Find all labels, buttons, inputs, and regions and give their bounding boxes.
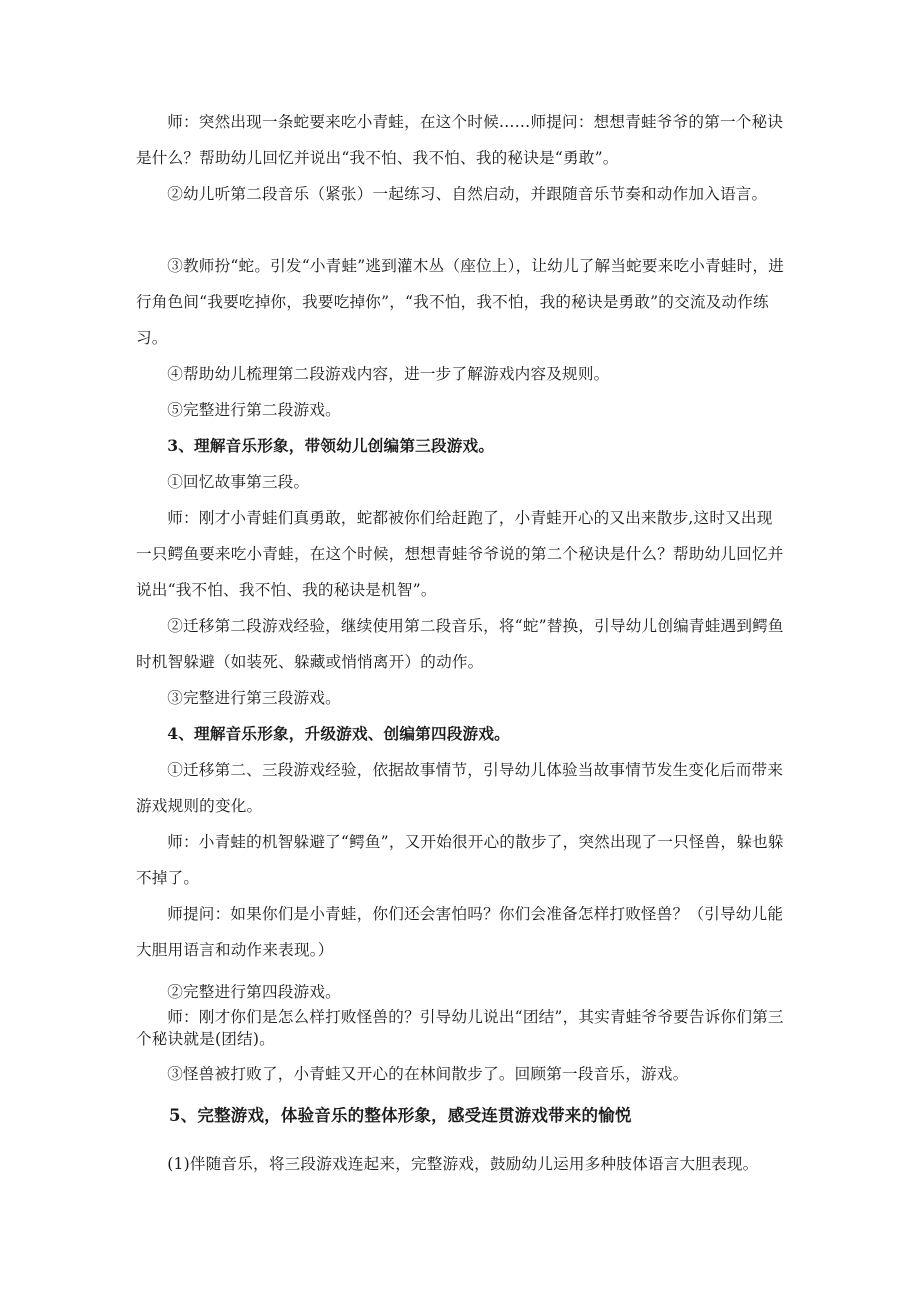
paragraph-transfer-second: ②迁移第二段游戏经验，继续使用第二段音乐，将“蛇”替换，引导幼儿创编青蛙遇到鳄鱼时机智躲避（如装死、躲藏或悄悄离开）的动作。 <box>136 617 784 671</box>
paragraph-crocodile: 师：刚才小青蛙们真勇敢，蛇都被你们给赶跑了，小青蛙开心的又出来散步,这时又出现一只鳄鱼要来吃小青蛙，在这个时候，想想青蛙爷爷说的第二个秘诀是什么？帮助幼儿回忆并说出“我不怕、我不怕、我的秘诀是机智”。 <box>136 509 784 599</box>
paragraph-review-second: ④帮助幼儿梳理第二段游戏内容，进一步了解游戏内容及规则。 <box>167 365 610 383</box>
paragraph-play-third: ③完整进行第三段游戏。 <box>167 689 341 707</box>
heading-section-3: 3、理解音乐形象，带领幼儿创编第三段游戏。 <box>167 436 495 455</box>
heading-section-5: 5、完整游戏，体验音乐的整体形象，感受连贯游戏带来的愉悦 <box>169 1106 632 1125</box>
paragraph-monster: 师：小青蛙的机智躲避了“鳄鱼”，又开始很开心的散步了，突然出现了一只怪兽，躲也躲不掉了。 <box>136 833 784 887</box>
paragraph-second-music: ②幼儿听第二段音乐（紧张）一起练习、自然启动，并跟随音乐节奏和动作加入语言。 <box>167 185 768 203</box>
paragraph-full-game: (1)伴随音乐，将三段游戏连起来，完整游戏，鼓励幼儿运用多种肢体语言大胆表现。 <box>167 1155 759 1173</box>
paragraph-play-fourth: ②完整进行第四段游戏。 <box>167 983 341 1001</box>
paragraph-recall-third: ①回忆故事第三段。 <box>167 473 310 491</box>
paragraph-unity: 师：刚才你们是怎么样打败怪兽的？引导幼儿说出“团结”，其实青蛙爷爷要告诉你们第三个秘诀就是(团结)。 <box>136 1008 784 1048</box>
paragraph-transfer-third: ①迁移第二、三段游戏经验，依据故事情节，引导幼儿体验当故事情节发生变化后而带来游戏规则的变化。 <box>136 761 784 815</box>
paragraph-teacher-snake: ③教师扮“蛇。引发“小青蛙”逃到灌木丛（座位上），让幼儿了解当蛇要来吃小青蛙时，进行角色间“我要吃掉你，我要吃掉你”，“我不怕，我不怕，我的秘诀是勇敢”的交流及动作练习。 <box>136 257 785 347</box>
paragraph-snake-appears: 师：突然出现一条蛇要来吃小青蛙，在这个时候……师提问：想想青蛙爷爷的第一个秘诀是什么？帮助幼儿回忆并说出“我不怕、我不怕、我的秘诀是“勇敢”。 <box>136 113 784 167</box>
paragraph-play-second: ⑤完整进行第二段游戏。 <box>167 401 341 419</box>
heading-section-4: 4、理解音乐形象，升级游戏、创编第四段游戏。 <box>167 724 510 743</box>
paragraph-monster-defeated: ③怪兽被打败了，小青蛙又开心的在林间散步了。回顾第一段音乐，游戏。 <box>167 1065 689 1083</box>
paragraph-teacher-question: 师提问：如果你们是小青蛙，你们还会害怕吗？你们会准备怎样打败怪兽？（引导幼儿能大胆用语言和动作来表现。） <box>136 905 784 959</box>
